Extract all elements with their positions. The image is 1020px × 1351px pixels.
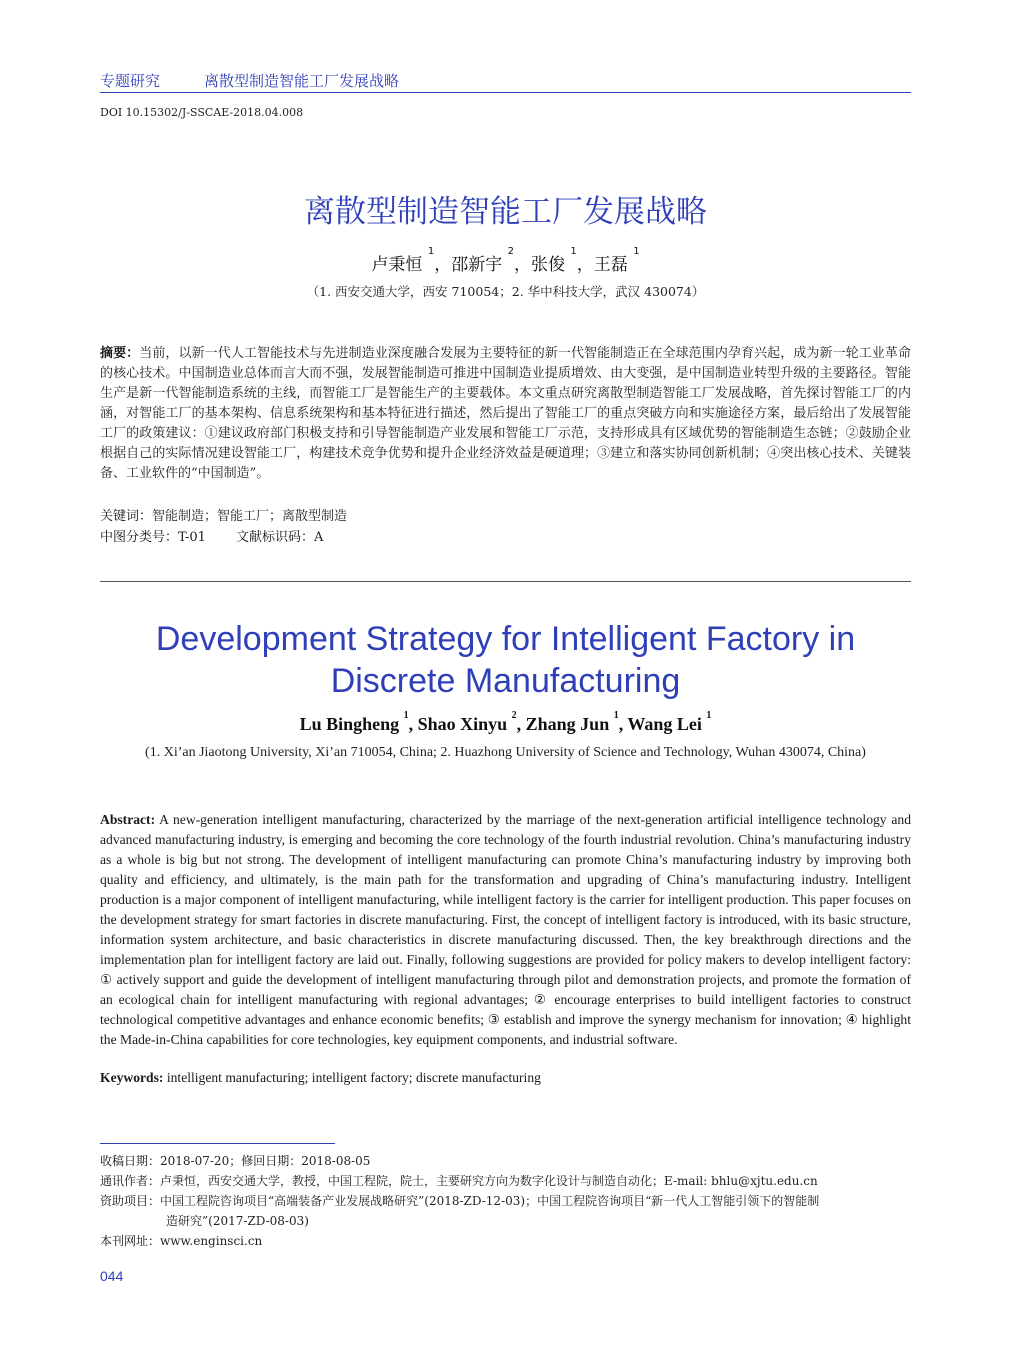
doc-code-label: 文献标识码：: [235, 530, 314, 545]
author-cn: 张俊 $^1$: [531, 246, 577, 275]
received-label: 收稿日期：: [100, 1154, 161, 1168]
footnote-funding: [100, 1192, 819, 1210]
author-separator: ,: [618, 714, 628, 734]
keywords-label-cn: 关键词：: [100, 509, 153, 524]
keywords-cn: [100, 505, 347, 524]
keywords-label-en: Keywords:: [100, 1070, 164, 1085]
keywords-en: [100, 1070, 541, 1086]
author-separator: ，: [434, 255, 452, 275]
corresponding-author-text[interactable]: 卢秉恒，西安交通大学，教授，中国工程院，院士，主要研究方向为数字化设计与制造自动化；E-mail: bhlu@xjtu.edu.cn: [160, 1174, 818, 1188]
section-divider: [100, 581, 911, 582]
abstract-text-cn: 当前，以新一代人工智能技术与先进制造业深度融合发展为主要特征的新一代智能制造正在全球范围内孕育兴起，成为新一轮工业革命的核心技术。中国制造业总体而言大而不强，发展智能制造可推进中国制造业提质增效、由大变强，是中国制造业转型升级的主要路径。智能生产是新一代智能制造系统的主线，而智能工厂是智能生产的主要载体。本文重点研究离散型制造智能工厂发展战略，首先探讨智能工厂的内涵，对智能工厂的基本架构、信息系统架构和基本特征进行描述，然后提出了智能工厂的重点突破方向和实施途径方案，最后给出了发展智能工厂的政策建议：①建议政府部门积极支持和引导智能制造产业发展和智能工厂示范，支持形成具有区域优势的智能制造生态链；②鼓励企业根据自己的实际情况建设智能工厂，构建技术竞争优势和提升企业经济效益是硬道理；③建立和落实协同创新机制；④突出核心技术、关键装备、工业软件的“中国制造”。: [100, 346, 911, 481]
author-en: Zhang Jun $^1$: [525, 710, 619, 734]
author-cn: 王磊 $^1$: [593, 246, 640, 275]
author-cn: 卢秉恒 $^1$: [371, 246, 435, 275]
funding-text-continued: 造研究”(2017-ZD-08-03): [166, 1214, 309, 1228]
authors-cn: [100, 246, 911, 275]
footnote-rule: [100, 1143, 335, 1144]
author-cn: 邵新宇 $^2$: [451, 246, 514, 275]
author-separator: ，: [514, 255, 531, 275]
revised-date: 2018-08-05: [301, 1154, 371, 1168]
clc-label: 中图分类号：: [100, 530, 179, 545]
abstract-label-cn: 摘要：: [100, 346, 140, 361]
footnote-author: [100, 1172, 818, 1190]
running-header: [100, 70, 911, 93]
author-en: Shao Xinyu $^2$: [417, 710, 517, 734]
funding-text: 中国工程院咨询项目“高端装备产业发展战略研究”(2018-ZD-12-03)；中国工程院咨询项目“新一代人工智能引领下的智能制: [160, 1194, 820, 1208]
corresponding-author-label: 通讯作者：: [100, 1174, 161, 1188]
clc-value: T-01: [178, 530, 206, 545]
author-separator: ,: [408, 714, 418, 734]
abstract-cn: [100, 344, 911, 484]
received-date: 2018-07-20；: [160, 1154, 242, 1168]
doi[interactable]: DOI 10.15302/J-SSCAE-2018.04.008: [100, 106, 304, 119]
footnote-website: [100, 1232, 262, 1250]
author-en: Wang Lei $^1$: [627, 710, 712, 734]
authors-en: [100, 710, 911, 735]
revised-label: 修回日期：: [241, 1154, 302, 1168]
keywords-text-en: intelligent manufacturing; intelligent factory; discrete manufacturing: [166, 1070, 541, 1085]
doc-code-value: A: [313, 530, 324, 545]
author-en: Lu Bingheng $^1$: [299, 710, 409, 734]
funding-label: 资助项目：: [100, 1194, 161, 1208]
keywords-text-cn: 智能制造；智能工厂；离散型制造: [152, 509, 348, 524]
running-title: 离散型制造智能工厂发展战略: [204, 72, 400, 90]
author-separator: ，: [576, 255, 594, 275]
affiliation-cn: （1. 西安交通大学，西安 710054；2. 华中科技大学，武汉 430074）: [306, 284, 705, 299]
abstract-text-en: A new-generation intelligent manufacturing, characterized by the marriage of the next-generation artificial intelligence technology and advanced manufacturing industry, is emerging and becoming the core technology of the fourth industrial revolution. China’s manufacturing industry as a whole is big but not strong. The development of intelligent manufacturing can promote China’s manufacturing industry by improving both quality and efficiency, and ultimately, is the main path for the transformation and upgrading of China’s manufacturing industry. Intelligent production is a major component of intelligent manufacturing, while intelligent factory is the carrier for intelligent production. This paper focuses on the development strategy for smart factories in discrete manufacturing. First, the concept of intelligent factory is introduced, with its basic structure, information system architecture, and basic characteristics in discrete manufacturing discussed. Then, the key breakthrough directions and the implementation plan for intelligent factory are laid out. Finally, following suggestions are provided for policy makers to develop intelligent factory: ① actively support and guide the development of intelligent manufacturing through pilot and demonstration projects, and promote the formation of an ecological chain for intelligent manufacturing with regional advantages; ② encourage enterprises to build intelligent factories to construct technological competitive advantages and enhance economic benefits; ③ establish and improve the synergy mechanism for innovation; ④ highlight the Made-in-China capabilities for core technologies, key equipment components, and industrial software.: [100, 812, 911, 1047]
affiliation-en: (1. Xi’an Jiaotong University, Xi’an 710054, China; 2. Huazhong University of Science and Technology, Wuhan 430074, China): [145, 745, 866, 760]
author-separator: ,: [516, 714, 526, 734]
website-link[interactable]: www.enginsci.cn: [160, 1234, 263, 1248]
footnote-dates: [100, 1152, 370, 1170]
website-label: 本刊网址：: [100, 1234, 161, 1248]
section-label: 专题研究: [100, 72, 161, 90]
title-cn: 离散型制造智能工厂发展战略: [304, 194, 707, 230]
title-en: Development Strategy for Intelligent Factory in Discrete Manufacturing: [155, 620, 856, 700]
classification-line: [100, 526, 323, 545]
abstract-en: [100, 810, 911, 1050]
page-number: 044: [100, 1268, 124, 1284]
abstract-label-en: Abstract:: [100, 812, 156, 827]
